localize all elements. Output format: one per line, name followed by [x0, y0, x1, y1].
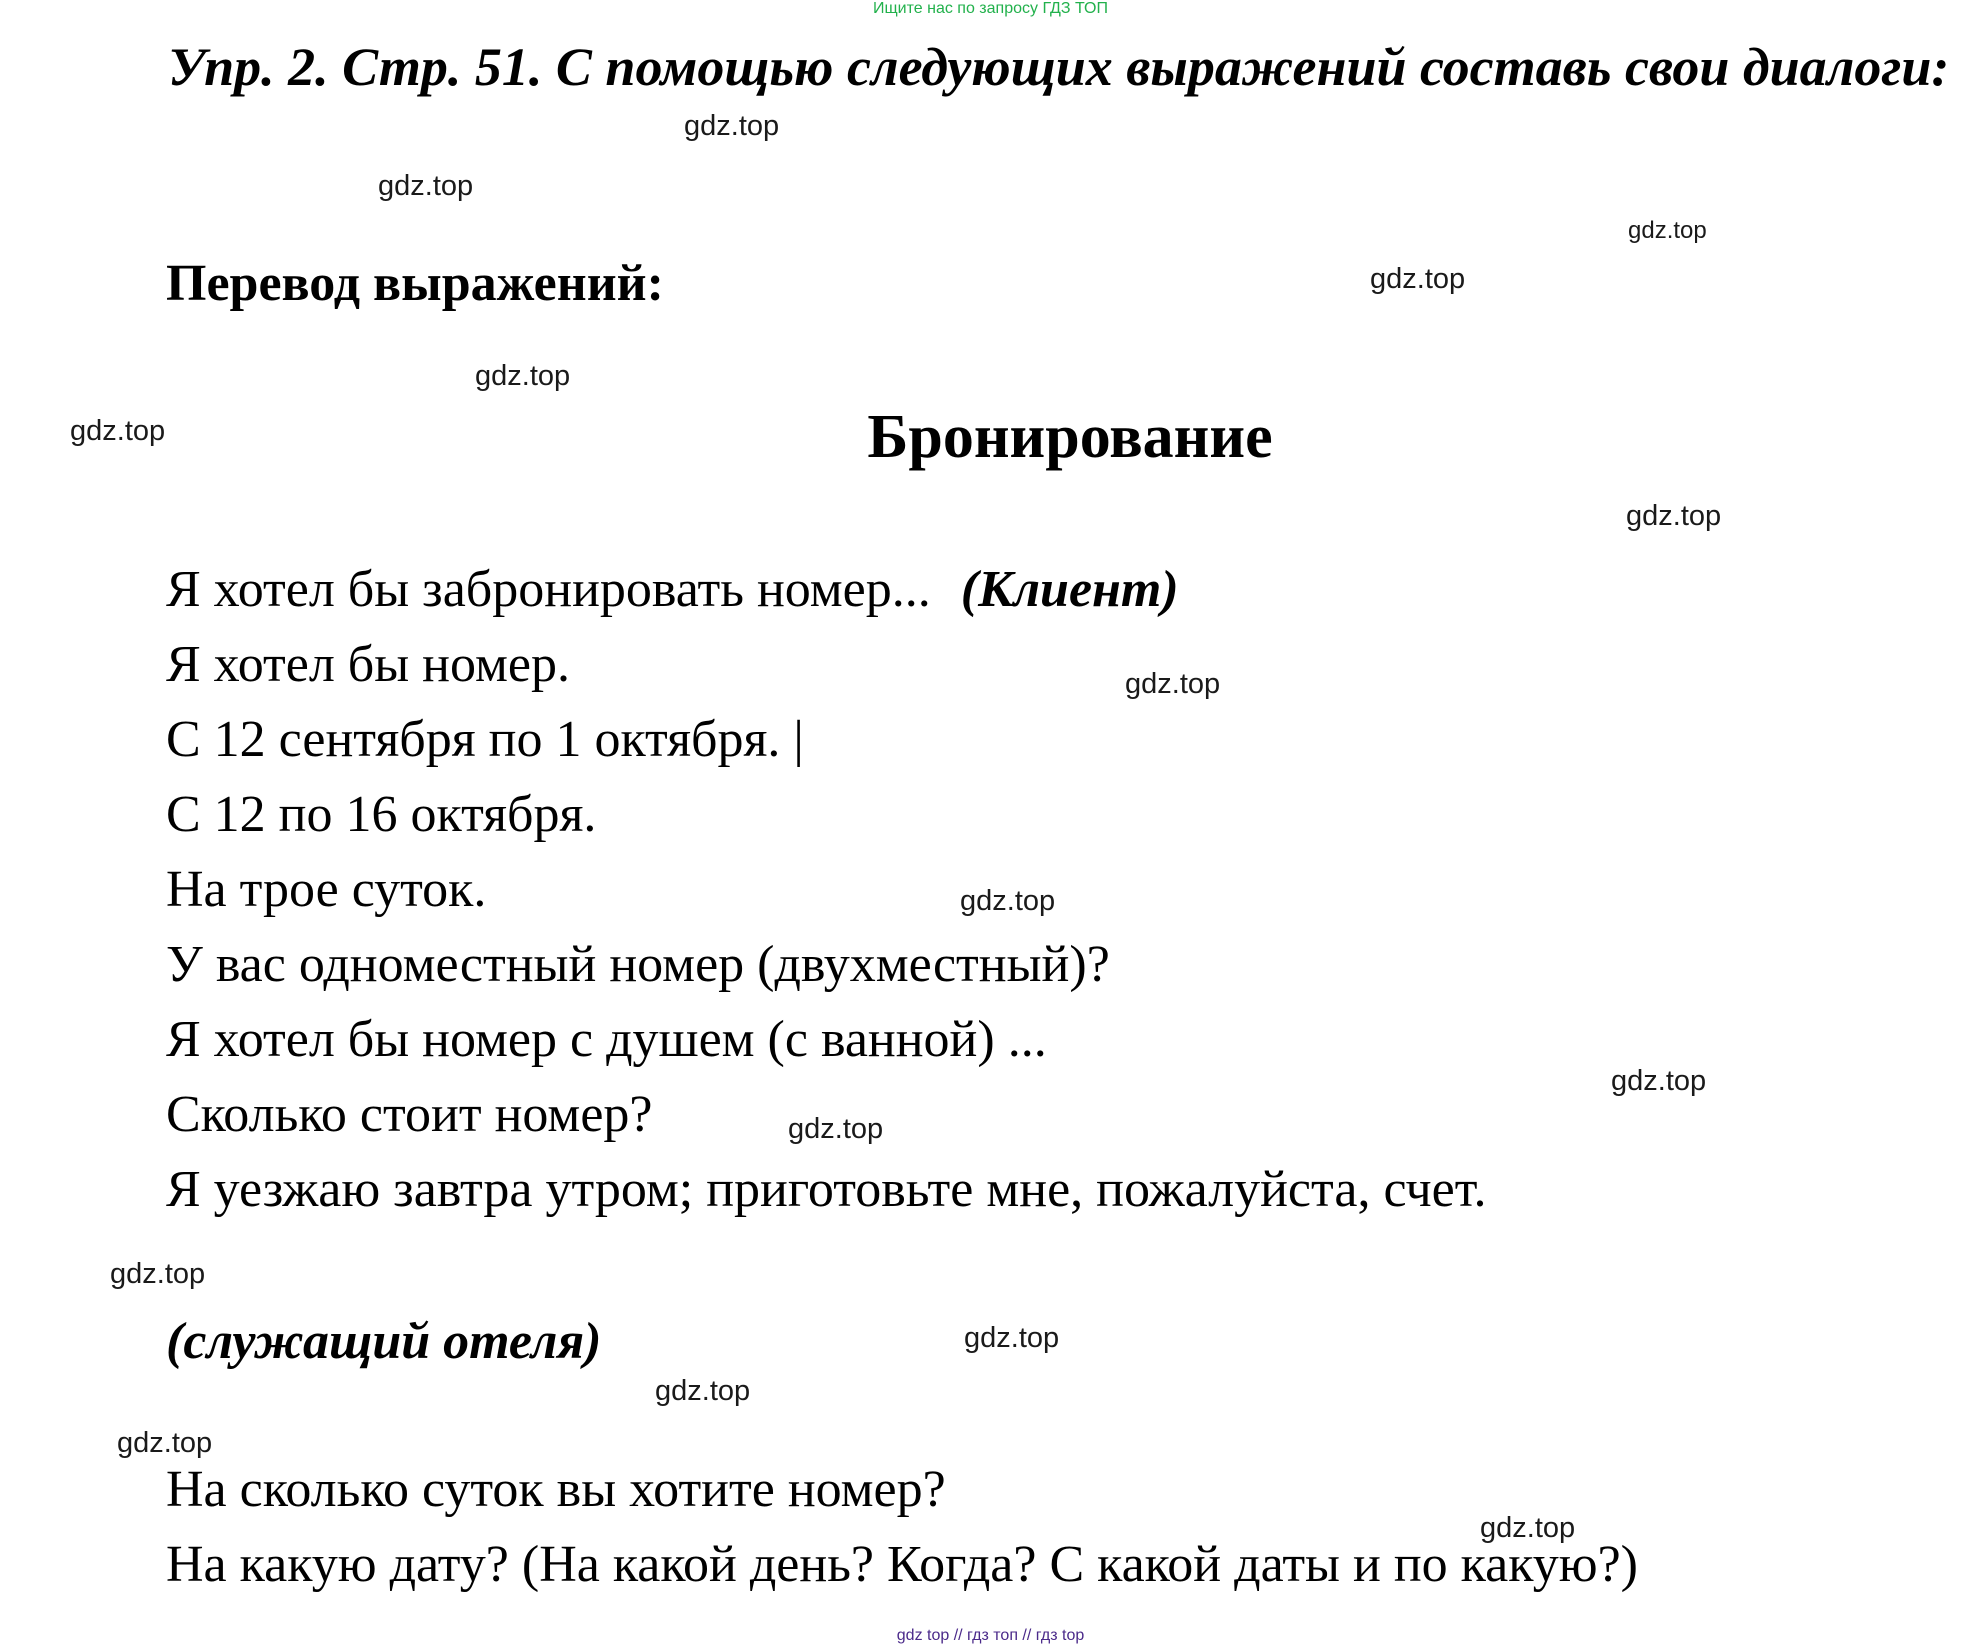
watermark: gdz.top [475, 360, 571, 392]
watermark: gdz.top [1626, 500, 1722, 532]
watermark: gdz.top [1480, 1512, 1576, 1544]
watermark: gdz.top [117, 1427, 213, 1459]
watermark: gdz.top [788, 1113, 884, 1145]
phrase-line: С 12 сентября по 1 октября. | [166, 711, 804, 768]
phrase-line: У вас одноместный номер (двухместный)? [166, 936, 1110, 993]
booking-title: Бронирование [867, 403, 1273, 471]
phrase-line: На какую дату? (На какой день? Когда? С какой даты и по какую?) [166, 1536, 1638, 1593]
footer-links[interactable]: gdz top // гдз топ // гдз top [896, 1627, 1085, 1644]
top-banner[interactable]: Ищите нас по запросу ГДЗ ТОП [873, 0, 1108, 17]
phrase-line: Я хотел бы номер с душем (с ванной) ... [166, 1011, 1047, 1068]
watermark: gdz.top [378, 170, 474, 202]
watermark: gdz.top [70, 415, 166, 447]
watermark: gdz.top [655, 1375, 751, 1407]
watermark: gdz.top [110, 1258, 206, 1290]
phrase-line: Я уезжаю завтра утром; приготовьте мне, пожалуйста, счет. [166, 1161, 1487, 1218]
task-title: Упр. 2. Стр. 51. С помощью следующих выражений составь свои диалоги: [168, 37, 1950, 97]
watermark: gdz.top [964, 1322, 1060, 1354]
watermark: gdz.top [1611, 1065, 1707, 1097]
staff-label: (служащий отеля) [166, 1313, 602, 1370]
phrase-line: На трое суток. [166, 861, 487, 918]
section-heading: Перевод выражений: [166, 255, 664, 312]
watermark: gdz.top [684, 110, 780, 142]
watermark: gdz.top [960, 885, 1056, 917]
phrase-text: Я хотел бы забронировать номер... [166, 561, 931, 618]
phrase-line [166, 560, 1179, 619]
watermark: gdz.top [1628, 217, 1707, 244]
client-label: (Клиент) [960, 561, 1179, 618]
watermark: gdz.top [1370, 263, 1466, 295]
watermark: gdz.top [1125, 668, 1221, 700]
phrase-line: С 12 по 16 октября. [166, 786, 597, 843]
phrase-line: Я хотел бы номер. [166, 636, 570, 693]
phrase-line: На сколько суток вы хотите номер? [166, 1461, 946, 1518]
phrase-line: Сколько стоит номер? [166, 1086, 653, 1143]
